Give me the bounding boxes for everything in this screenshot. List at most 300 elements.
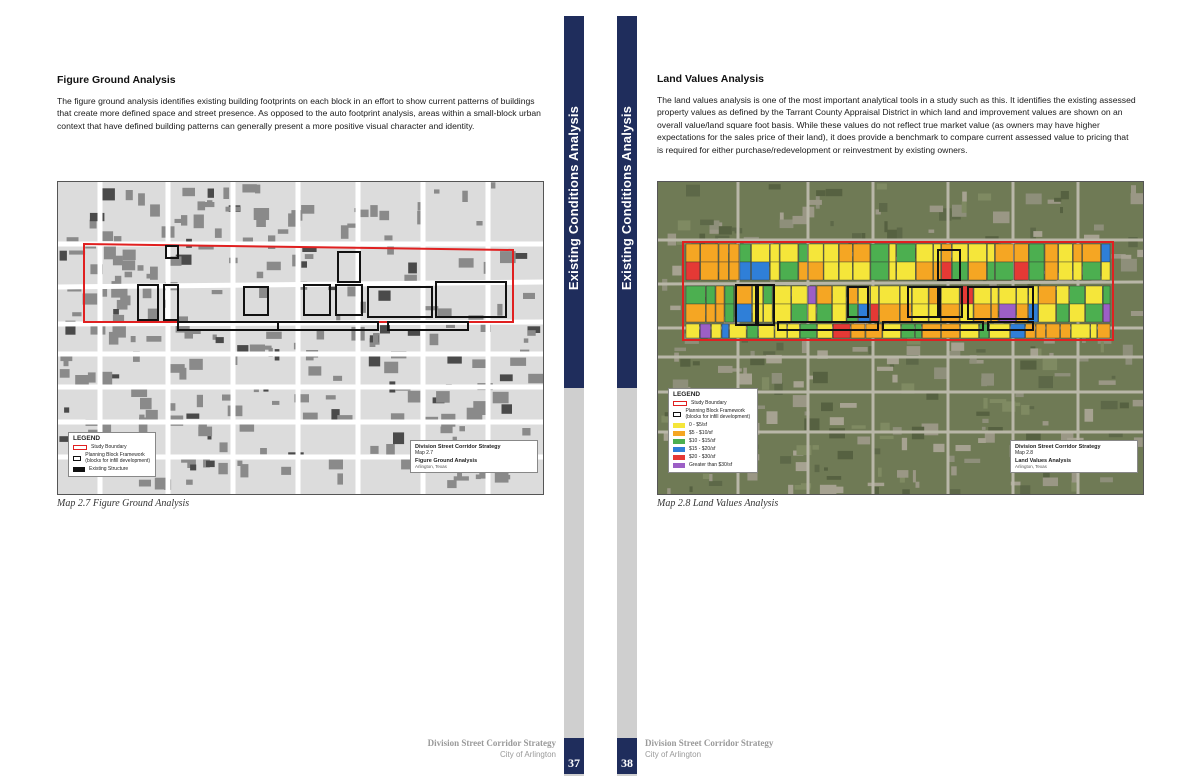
- aerial-patch: [776, 343, 783, 351]
- parcel: [752, 244, 770, 262]
- aerial-patch: [892, 375, 897, 383]
- aerial-patch: [680, 359, 690, 367]
- aerial-patch: [1123, 345, 1133, 356]
- aerial-patch: [830, 417, 844, 425]
- legend-item: [73, 452, 151, 464]
- aerial-patch: [757, 406, 765, 410]
- parcel: [1098, 324, 1110, 338]
- building-footprint: [462, 191, 468, 202]
- building-footprint: [69, 251, 85, 255]
- parcel: [871, 286, 879, 304]
- building-footprint: [120, 296, 130, 306]
- parcel: [916, 262, 933, 280]
- parcel: [942, 262, 951, 280]
- building-footprint: [197, 395, 203, 407]
- parcel: [735, 304, 752, 322]
- building-footprint: [384, 235, 392, 240]
- building-footprint: [131, 336, 136, 342]
- aerial-patch: [1131, 185, 1136, 197]
- aerial-patch: [877, 184, 887, 190]
- building-footprint: [256, 219, 266, 227]
- parcel: [1083, 262, 1101, 280]
- aerial-patch: [978, 194, 991, 201]
- aerial-patch: [709, 481, 722, 486]
- parcel: [1014, 262, 1028, 280]
- parcel: [889, 262, 896, 280]
- legend-item: [673, 422, 753, 428]
- parcel: [773, 304, 791, 322]
- footer-title: Division Street Corridor Strategy: [645, 738, 774, 748]
- parcel: [1103, 286, 1110, 304]
- building-footprint: [326, 395, 336, 399]
- legend-item-label: Study Boundary: [91, 444, 127, 450]
- parcel: [992, 286, 999, 304]
- parcel: [1091, 324, 1097, 338]
- title-block-map-name: Figure Ground Analysis: [415, 458, 478, 464]
- building-footprint: [476, 221, 482, 226]
- aerial-patch: [1055, 373, 1071, 376]
- parcel: [817, 304, 832, 322]
- aerial-patch: [750, 358, 764, 365]
- building-footprint: [242, 184, 256, 192]
- aerial-patch: [852, 233, 861, 238]
- legend-item-label: Study Boundary: [691, 400, 727, 406]
- parcel: [764, 286, 772, 304]
- legend-item: [673, 400, 753, 406]
- parcel: [792, 304, 807, 322]
- parcel: [912, 304, 928, 322]
- land-values-heading: Land Values Analysis: [657, 73, 764, 85]
- aerial-patch: [887, 358, 899, 365]
- value-30-plus-swatch: [673, 463, 685, 468]
- aerial-patch: [801, 483, 811, 488]
- parcel: [1061, 324, 1071, 338]
- building-footprint: [503, 257, 507, 261]
- building-footprint: [260, 448, 267, 454]
- building-footprint: [434, 189, 440, 193]
- building-footprint: [220, 442, 228, 452]
- building-footprint: [104, 246, 116, 259]
- building-footprint: [308, 366, 321, 375]
- parcel: [725, 304, 734, 322]
- parcel: [747, 324, 758, 338]
- building-footprint: [139, 480, 151, 487]
- building-footprint: [88, 372, 96, 382]
- aerial-patch: [840, 403, 857, 408]
- building-footprint: [182, 188, 195, 196]
- value-5-10-swatch: [673, 431, 685, 436]
- parcel: [1059, 262, 1072, 280]
- aerial-patch: [703, 474, 709, 479]
- aerial-patch: [718, 366, 733, 373]
- parcel: [686, 304, 705, 322]
- aerial-patch: [1120, 403, 1129, 409]
- building-footprint: [125, 272, 133, 278]
- title-block-location: Arlington, Texas: [1015, 464, 1047, 469]
- parcel: [1014, 244, 1028, 262]
- building-footprint: [218, 463, 227, 474]
- building-footprint: [123, 250, 136, 261]
- building-footprint: [181, 215, 187, 226]
- figure-ground-body: The figure ground analysis identifies existing building footprints on each block in an effort to show current patterns of buildings that create more defined space and street presence. As opposed to the auto footprint analysis, areas within a small-block urban context that have defined building patterns can generally present a more positive visual character and identity.: [57, 96, 541, 131]
- parcel: [853, 244, 870, 262]
- building-footprint: [384, 362, 398, 374]
- building-footprint: [301, 261, 307, 267]
- aerial-patch: [933, 444, 944, 452]
- building-footprint: [459, 426, 465, 431]
- building-footprint: [528, 374, 543, 384]
- building-footprint: [510, 358, 526, 366]
- land-values-body: The land values analysis is one of the most important analytical tools in a study such as this. It identifies the existing assessed property values as defined by the Tarrant County Appraisal District in which land and improvement values are shown on an overall value/land square foot basis. While these values do not reflect true market value (as owners may have higher expectations for the sales price of their land), it does provide a benchmark to compare current assessed value to pricing that is required for either purchase/redevelopment or reinvestment by existing owners.: [657, 95, 1136, 155]
- aerial-patch: [982, 427, 986, 430]
- aerial-patch: [1133, 400, 1143, 407]
- aerial-patch: [769, 184, 781, 189]
- parcel: [839, 244, 852, 262]
- aerial-patch: [1121, 259, 1137, 272]
- parcel: [880, 286, 900, 304]
- building-footprint: [272, 401, 279, 405]
- building-footprint: [212, 290, 223, 294]
- aerial-patch: [809, 200, 822, 205]
- aerial-patch: [877, 367, 893, 371]
- building-footprint: [189, 359, 203, 370]
- aerial-patch: [1026, 194, 1042, 205]
- spine-tab-title: Existing Conditions Analysis: [566, 105, 581, 291]
- aerial-patch: [978, 438, 986, 443]
- parcel: [900, 304, 911, 322]
- parcel: [897, 262, 915, 280]
- aerial-patch: [1131, 311, 1143, 316]
- aerial-patch: [1137, 250, 1143, 257]
- aerial-patch: [962, 202, 967, 213]
- aerial-patch: [985, 432, 995, 442]
- building-footprint: [502, 404, 513, 414]
- aerial-patch: [951, 343, 964, 351]
- parcel: [817, 286, 832, 304]
- legend-item-label: $5 - $10/sf: [689, 430, 713, 436]
- parcel: [780, 244, 798, 262]
- aerial-patch: [693, 361, 700, 365]
- aerial-patch: [1071, 481, 1076, 492]
- aerial-patch: [815, 465, 820, 472]
- aerial-patch: [1099, 380, 1116, 385]
- aerial-patch: [956, 445, 971, 451]
- building-footprint: [441, 427, 453, 434]
- parcel: [729, 244, 739, 262]
- parcel: [701, 244, 718, 262]
- aerial-patch: [868, 483, 885, 486]
- parcel: [974, 286, 991, 304]
- aerial-patch: [897, 228, 903, 240]
- parcel: [916, 244, 933, 262]
- parcel: [792, 286, 807, 304]
- legend-item-label: $20 - $30/sf: [689, 454, 716, 460]
- parcel: [770, 262, 779, 280]
- building-footprint: [430, 334, 439, 346]
- aerial-patch: [830, 221, 833, 226]
- parcel: [808, 304, 816, 322]
- building-footprint: [60, 251, 67, 261]
- parcel: [1073, 244, 1082, 262]
- building-footprint: [493, 392, 509, 404]
- right-page: [600, 0, 1200, 776]
- value-15-20-swatch: [673, 447, 685, 452]
- figure-ground-legend: [68, 432, 156, 477]
- parcel: [941, 304, 959, 322]
- figure-ground-map[interactable]: [57, 181, 544, 495]
- building-footprint: [267, 262, 281, 271]
- parcel: [808, 286, 816, 304]
- building-footprint: [329, 458, 343, 470]
- parcel: [719, 262, 728, 280]
- building-footprint: [138, 265, 144, 271]
- aerial-patch: [1060, 207, 1063, 213]
- parcel: [780, 262, 798, 280]
- aerial-patch: [982, 419, 988, 423]
- parcel: [987, 262, 994, 280]
- parcel: [799, 262, 808, 280]
- parcel: [824, 262, 838, 280]
- aerial-patch: [990, 399, 1007, 403]
- building-footprint: [527, 330, 535, 336]
- title-block-map-number: Map 2.7: [415, 450, 434, 456]
- land-values-legend: [668, 388, 758, 473]
- parcel: [1070, 286, 1085, 304]
- aerial-patch: [788, 485, 793, 494]
- building-footprint: [370, 205, 377, 217]
- aerial-patch: [1030, 348, 1038, 356]
- left-footer: [408, 738, 556, 760]
- parcel: [995, 244, 1013, 262]
- figure-ground-heading: Figure Ground Analysis: [57, 74, 176, 86]
- parcel: [730, 324, 747, 338]
- block-framework-swatch: [73, 456, 81, 461]
- aerial-patch: [816, 190, 825, 196]
- aerial-patch: [1101, 401, 1118, 409]
- page-number: 37: [568, 756, 580, 770]
- parcel: [722, 324, 729, 338]
- parcel: [1045, 262, 1058, 280]
- value-0-5-swatch: [673, 423, 685, 428]
- building-footprint: [305, 254, 314, 259]
- aerial-patch: [1033, 231, 1042, 237]
- building-footprint: [67, 237, 79, 241]
- parcel: [799, 244, 808, 262]
- parcel: [999, 286, 1016, 304]
- building-footprint: [459, 258, 474, 267]
- aerial-patch: [962, 192, 967, 202]
- legend-item: [673, 438, 753, 444]
- aerial-patch: [1020, 485, 1030, 494]
- aerial-patch: [1020, 361, 1036, 370]
- legend-item-label: Planning Block Framework (blocks for infill development): [85, 452, 151, 464]
- parcel: [1057, 304, 1069, 322]
- aerial-patch: [670, 306, 681, 311]
- legend-item: [73, 444, 151, 450]
- aerial-patch: [880, 436, 894, 439]
- building-footprint: [114, 236, 122, 241]
- value-20-30-swatch: [673, 455, 685, 460]
- left-spine-tab: [564, 16, 584, 776]
- building-footprint: [186, 414, 199, 419]
- parcel: [686, 262, 700, 280]
- building-footprint: [198, 427, 212, 437]
- aerial-patch: [907, 346, 921, 356]
- parcel: [833, 286, 847, 304]
- building-footprint: [179, 368, 186, 380]
- parcel: [686, 286, 705, 304]
- parcel: [719, 244, 728, 262]
- building-footprint: [216, 337, 224, 343]
- spine-tab-navy: [617, 16, 637, 388]
- aerial-patch: [1101, 342, 1104, 353]
- parcel: [716, 304, 724, 322]
- parcel: [1046, 324, 1059, 338]
- legend-item-label: $10 - $15/sf: [689, 438, 716, 444]
- parcel: [889, 244, 896, 262]
- parcel: [701, 262, 718, 280]
- building-footprint: [240, 464, 248, 477]
- aerial-patch: [780, 220, 794, 229]
- parcel: [808, 244, 823, 262]
- legend-item-label: Greater than $30/sf: [689, 462, 733, 468]
- title-block-series: Division Street Corridor Strategy: [415, 444, 501, 450]
- parcel: [1029, 244, 1044, 262]
- figure-ground-caption: Map 2.7 Figure Ground Analysis: [57, 498, 190, 509]
- right-spine-tab: [617, 16, 637, 776]
- building-footprint: [126, 190, 133, 200]
- parcel: [880, 304, 900, 322]
- aerial-patch: [794, 381, 804, 387]
- page-number: 38: [621, 756, 633, 770]
- aerial-patch: [767, 411, 778, 424]
- aerial-patch: [1061, 191, 1069, 199]
- aerial-patch: [976, 349, 985, 352]
- aerial-patch: [916, 482, 920, 488]
- parcel: [706, 286, 715, 304]
- parcel: [969, 244, 987, 262]
- building-footprint: [140, 398, 152, 409]
- parcel: [1036, 324, 1045, 338]
- building-footprint: [64, 407, 69, 412]
- parcel: [912, 286, 928, 304]
- parcel: [969, 262, 987, 280]
- building-footprint: [60, 369, 70, 378]
- aerial-patch: [852, 425, 866, 429]
- parcel: [871, 244, 888, 262]
- aerial-patch: [678, 220, 691, 230]
- parcel: [716, 286, 724, 304]
- title-block-location: Arlington, Texas: [415, 464, 447, 469]
- parcel: [686, 324, 699, 338]
- parcel: [729, 262, 739, 280]
- parcel: [833, 304, 847, 322]
- aerial-patch: [981, 378, 987, 386]
- aerial-patch: [880, 423, 889, 432]
- building-footprint: [408, 331, 420, 336]
- building-footprint: [243, 238, 253, 242]
- parcel: [1086, 304, 1103, 322]
- footer-subtitle: City of Arlington: [499, 750, 556, 759]
- aerial-patch: [762, 377, 769, 390]
- building-footprint: [454, 476, 469, 480]
- value-10-15-swatch: [673, 439, 685, 444]
- parcel: [1073, 262, 1082, 280]
- parcel: [995, 262, 1013, 280]
- aerial-patch: [813, 372, 828, 383]
- parcel: [871, 262, 888, 280]
- block-framework-swatch: [673, 412, 681, 417]
- building-footprint: [186, 480, 193, 485]
- building-footprint: [301, 205, 314, 214]
- legend-item: [673, 462, 753, 468]
- aerial-patch: [709, 474, 712, 481]
- building-footprint: [491, 182, 495, 188]
- building-footprint: [408, 263, 417, 274]
- building-footprint: [408, 391, 421, 403]
- parcel: [1029, 262, 1044, 280]
- spine-tab-navy: [564, 16, 584, 388]
- aerial-patch: [1043, 478, 1058, 487]
- building-footprint: [215, 228, 222, 238]
- building-footprint: [281, 467, 291, 475]
- parcel: [1086, 286, 1103, 304]
- parcel: [1017, 286, 1028, 304]
- building-footprint: [523, 293, 535, 299]
- building-footprint: [373, 334, 378, 343]
- parcel: [770, 244, 779, 262]
- aerial-patch: [802, 341, 807, 354]
- aerial-patch: [879, 203, 887, 212]
- land-values-map[interactable]: [657, 181, 1144, 495]
- building-footprint: [497, 304, 502, 316]
- aerial-patch: [1100, 477, 1113, 482]
- parcel: [1045, 244, 1058, 262]
- aerial-patch: [951, 466, 957, 475]
- building-footprint: [208, 189, 214, 198]
- aerial-patch: [853, 347, 868, 352]
- parcel: [1102, 244, 1111, 262]
- land-values-caption: Map 2.8 Land Values Analysis: [657, 498, 779, 509]
- parcel: [700, 324, 710, 338]
- building-footprint: [190, 465, 196, 471]
- building-footprint: [379, 211, 389, 220]
- parcel: [1103, 304, 1110, 322]
- aerial-patch: [743, 368, 747, 374]
- parcel: [1057, 286, 1069, 304]
- parcel: [853, 262, 870, 280]
- parcel: [871, 304, 879, 322]
- building-footprint: [150, 204, 160, 216]
- aerial-patch: [827, 476, 842, 480]
- building-footprint: [370, 446, 378, 454]
- aerial-patch: [686, 185, 700, 197]
- aerial-patch: [878, 468, 882, 477]
- aerial-patch: [763, 351, 775, 355]
- title-block-map-number: Map 2.8: [1015, 450, 1034, 456]
- building-footprint: [198, 201, 206, 210]
- aerial-patch: [1094, 225, 1104, 231]
- aerial-patch: [983, 398, 987, 409]
- parcel: [1083, 244, 1101, 262]
- building-footprint: [393, 432, 404, 444]
- aerial-patch: [772, 373, 782, 384]
- aerial-patch: [821, 403, 833, 412]
- aerial-patch: [1043, 358, 1058, 370]
- legend-item-label: $15 - $20/sf: [689, 446, 716, 452]
- aerial-patch: [826, 189, 843, 196]
- parcel: [764, 304, 772, 322]
